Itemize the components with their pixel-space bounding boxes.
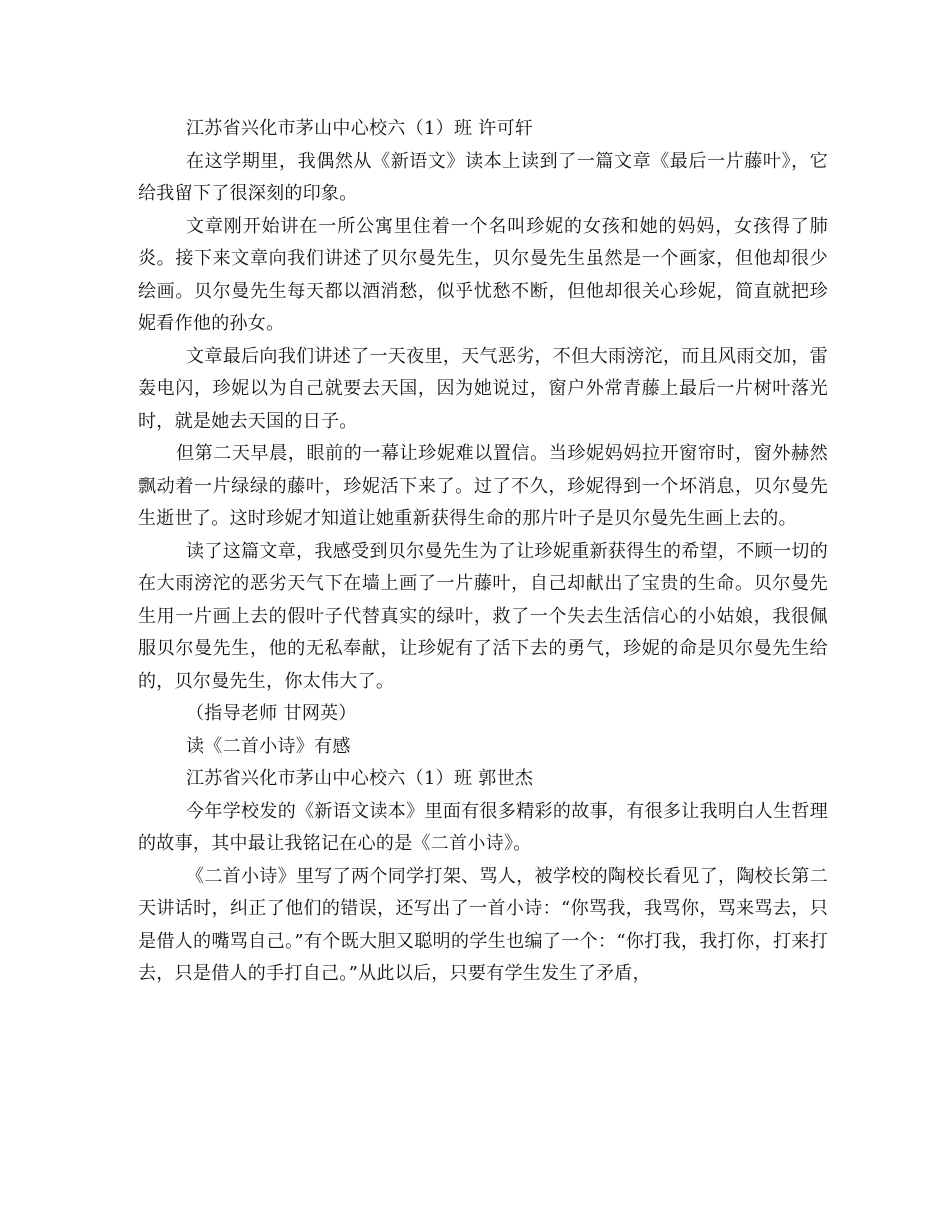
paragraph: 读了这篇文章，我感受到贝尔曼先生为了让珍妮重新获得生的希望，不顾一切的在大雨滂沱的恶劣天气下在墙上画了一片藤叶，自己却献出了宝贵的生命。贝尔曼先生用一片画上去的假叶子代替真实的绿叶，救了一个失去生活信心的小姑娘，我很佩服贝尔曼先生，他的无私奉献，让珍妮有了活下去的勇气，珍妮的命是贝尔曼先生给的，贝尔曼先生，你太伟大了。 <box>138 540 828 692</box>
paragraph: 《二首小诗》里写了两个同学打架、骂人，被学校的陶校长看见了，陶校长第二天讲话时，纠正了他们的错误，还写出了一首小诗：“你骂我，我骂你，骂来骂去，只是借人的嘴骂自己。”有个既大胆又聪明的学生也编了一个：“你打我，我打你，打来打去，只是借人的手打自己。”从此以后，只要有学生发生了矛盾， <box>138 865 828 984</box>
teacher-line: （指导老师 甘网英） <box>186 703 357 724</box>
paragraph: 在这学期里，我偶然从《新语文》读本上读到了一篇文章《最后一片藤叶》，它给我留下了很深刻的印象。 <box>138 150 828 204</box>
paragraph: 今年学校发的《新语文读本》里面有很多精彩的故事，有很多让我明白人生哲理的故事，其中最让我铭记在心的是《二首小诗》。 <box>138 800 828 854</box>
paragraph: 文章最后向我们讲述了一天夜里，天气恶劣，不但大雨滂沱，而且风雨交加，雷轰电闪，珍妮以为自己就要去天国，因为她说过，窗户外常青藤上最后一片树叶落光时，就是她去天国的日子。 <box>138 345 828 432</box>
paragraph: 文章刚开始讲在一所公寓里住着一个名叫珍妮的女孩和她的妈妈，女孩得了肺炎。接下来文章向我们讲述了贝尔曼先生，贝尔曼先生虽然是一个画家，但他却很少绘画。贝尔曼先生每天都以酒消愁，似乎忧愁不断，但他却很关心珍妮，简直就把珍妮看作他的孙女。 <box>138 215 828 334</box>
document-body <box>138 113 828 991</box>
paragraph: 但第二天早晨，眼前的一幕让珍妮难以置信。当珍妮妈妈拉开窗帘时，窗外赫然飘动着一片绿绿的藤叶，珍妮活下来了。过了不久，珍妮得到一个坏消息，贝尔曼先生逝世了。这时珍妮才知道让她重新获得生命的那片叶子是贝尔曼先生画上去的。 <box>138 443 828 529</box>
article-title: 读《二首小诗》有感 <box>186 735 351 757</box>
author-line: 江苏省兴化市茅山中心校六（1）班 郭世杰 <box>186 768 534 789</box>
author-line: 江苏省兴化市茅山中心校六（1）班 许可轩 <box>186 118 534 139</box>
